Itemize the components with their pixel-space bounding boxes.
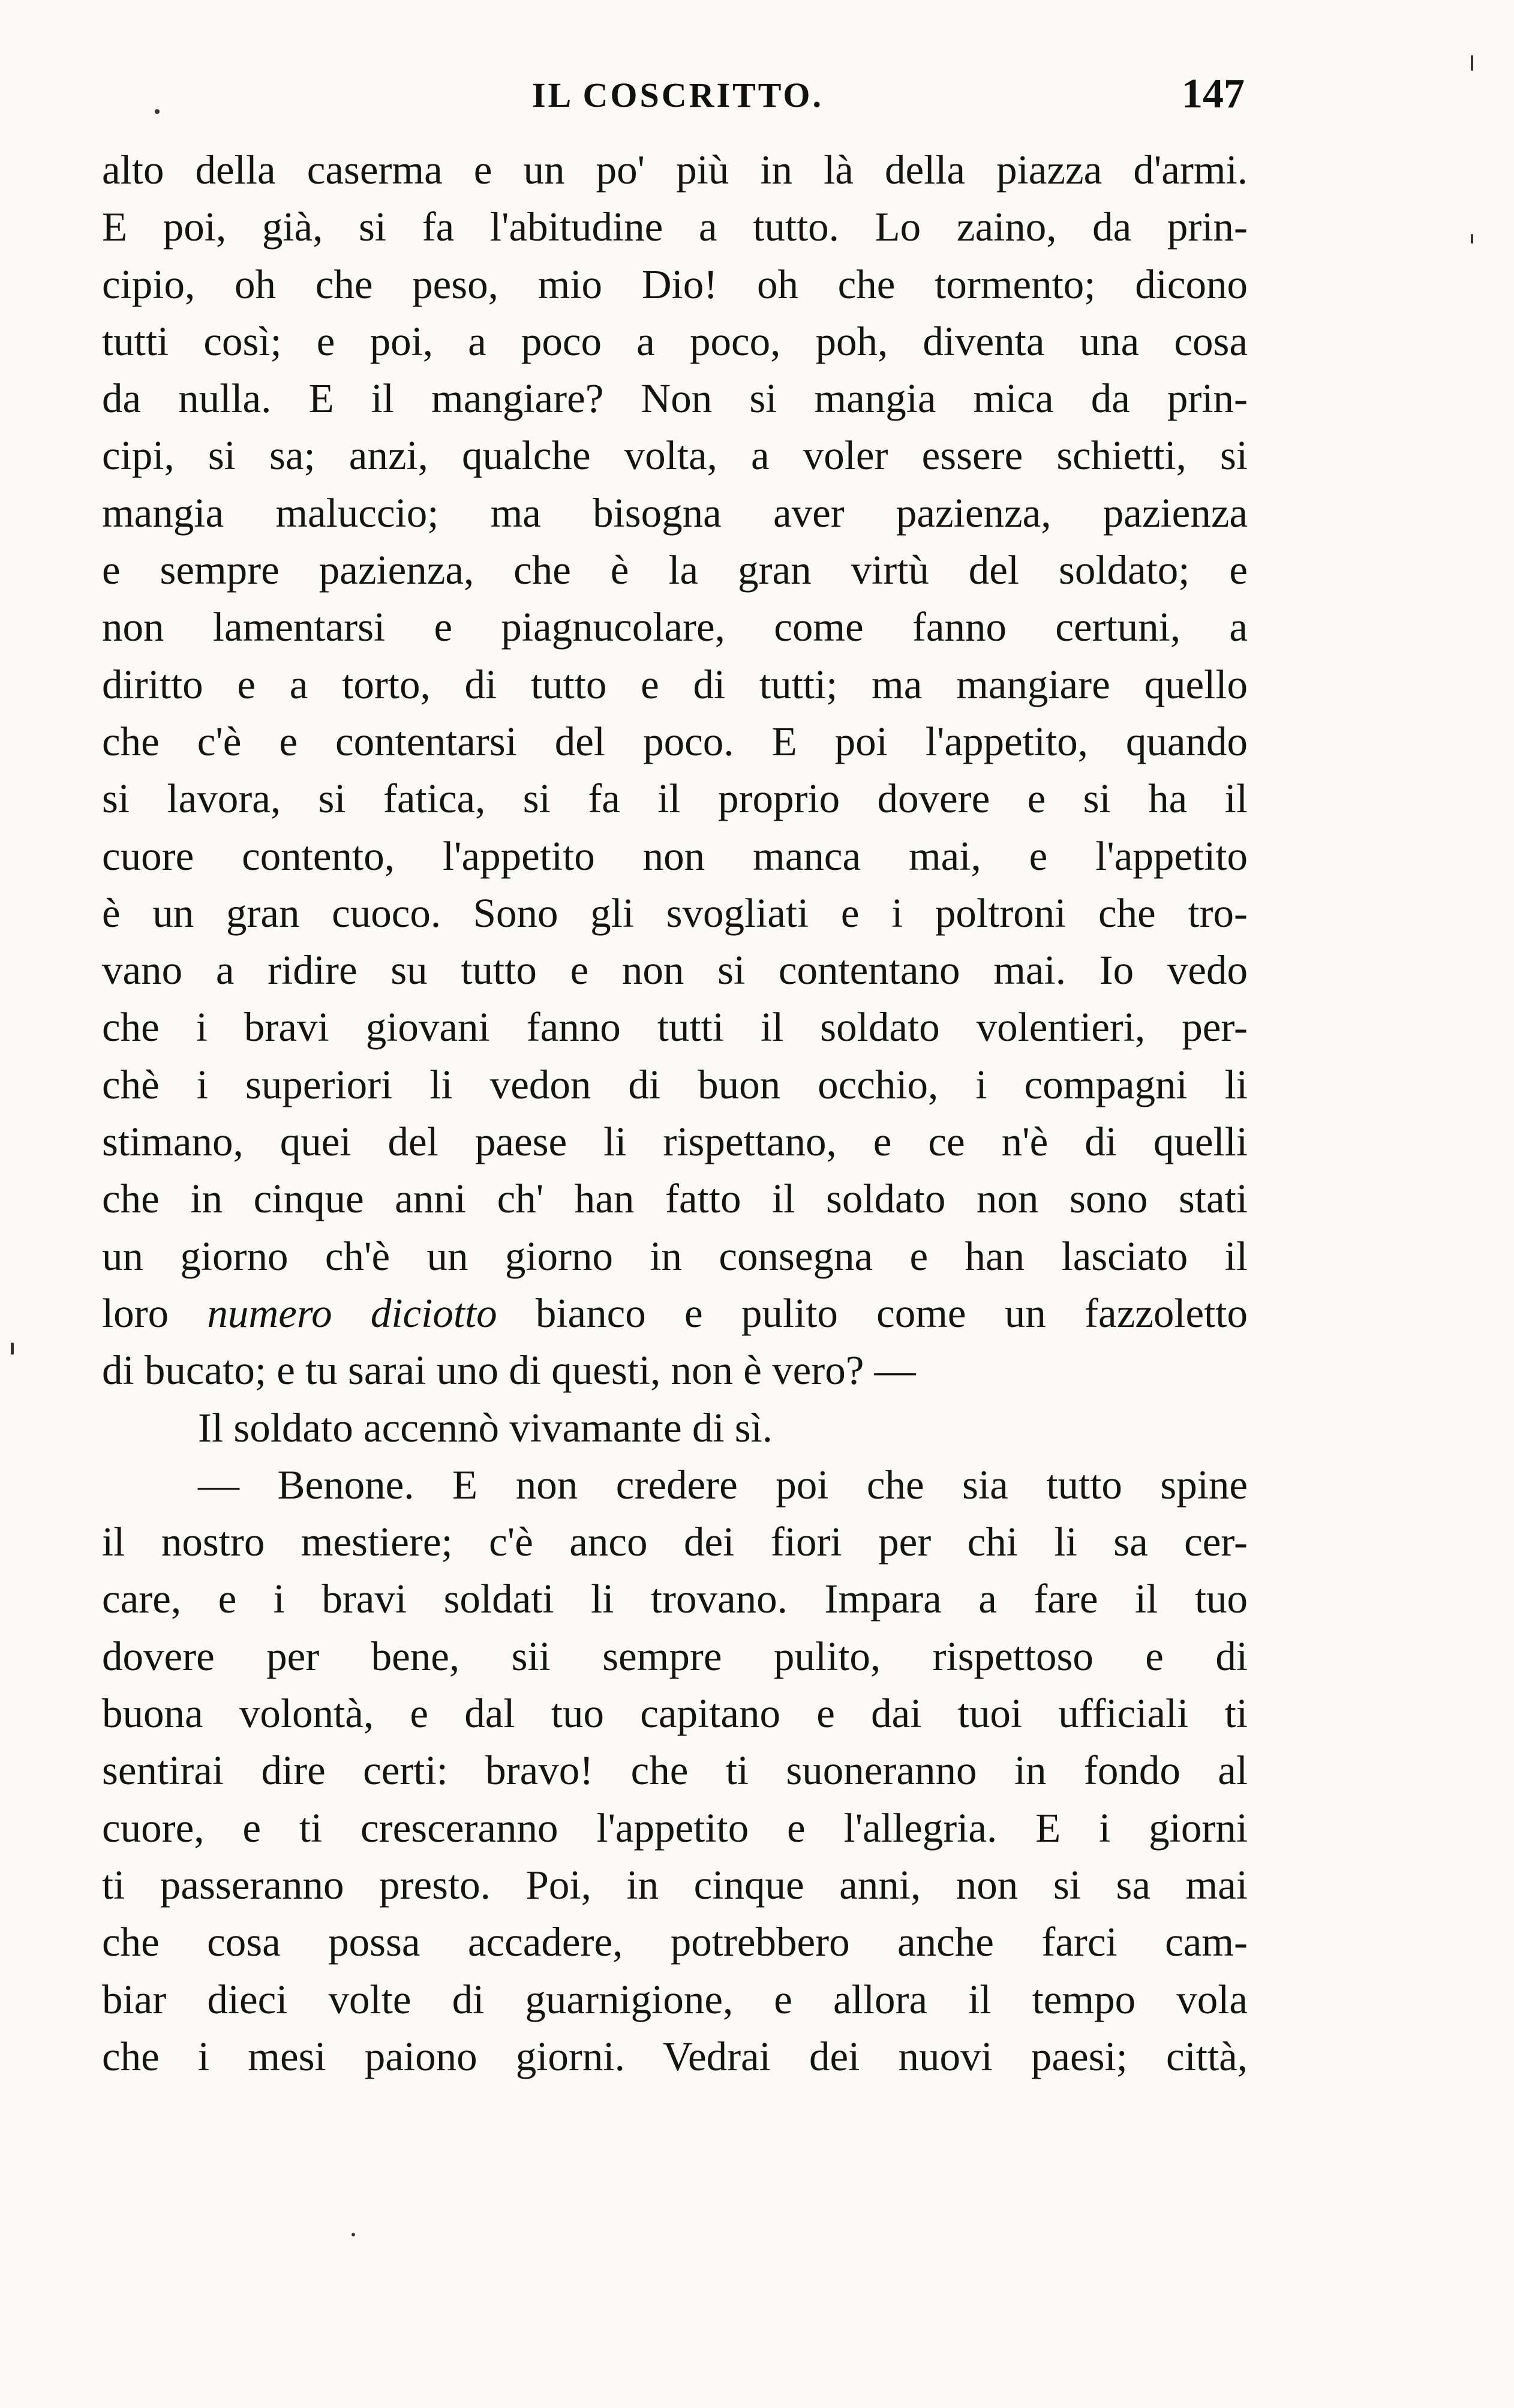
page-number: 147 — [1182, 71, 1245, 117]
text-line: tutti così; e poi, a poco a poco, poh, diventa una cosa — [102, 318, 1248, 364]
text-line: il nostro mestiere; c'è anco dei fiori per chi li sa cer- — [102, 1519, 1248, 1565]
running-title: IL COSCRITTO. — [531, 76, 824, 115]
text-line: ti passeranno presto. Poi, in cinque anni, non si sa mai — [102, 1861, 1248, 1908]
text-line: cipio, oh che peso, mio Dio! oh che tormento; dicono — [102, 261, 1248, 307]
text-line: che cosa possa accadere, potrebbero anche farci cam- — [102, 1919, 1248, 1965]
text-line: cipi, si sa; anzi, qualche volta, a voler essere schietti, si — [102, 433, 1248, 479]
text-line: mangia maluccio; ma bisogna aver pazienza, pazienza — [102, 490, 1248, 536]
text-line: buona volontà, e dal tuo capitano e dai tuoi ufficiali ti — [102, 1691, 1248, 1737]
text-line: diritto e a torto, di tutto e di tutti; ma mangiare quello — [102, 661, 1248, 707]
italic-phrase: numero diciotto — [207, 1290, 497, 1336]
print-speck — [352, 2233, 355, 2236]
text-line: alto della caserma e un po' più in là della piazza d'armi. — [102, 147, 1248, 193]
text-segment: bianco e pulito come un fazzoletto — [497, 1290, 1248, 1336]
text-line: chè i superiori li vedon di buon occhio, i compagni li — [102, 1061, 1248, 1107]
text-line: di bucato; e tu sarai uno di questi, non è vero? — — [102, 1347, 916, 1394]
text-line: che i mesi paiono giorni. Vedrai dei nuovi paesi; città, — [102, 2033, 1248, 2079]
print-speck — [11, 1343, 14, 1355]
text-line: che i bravi giovani fanno tutti il soldato volentieri, per- — [102, 1004, 1248, 1050]
print-speck — [1471, 55, 1473, 71]
text-line: sentirai dire certi: bravo! che ti suoneranno in fondo al — [102, 1748, 1248, 1794]
text-line: E poi, già, si fa l'abitudine a tutto. Lo zaino, da prin- — [102, 204, 1248, 250]
text-line: vano a ridire su tutto e non si contentano mai. Io vedo — [102, 947, 1248, 993]
body-text — [102, 142, 1248, 2085]
text-line: non lamentarsi e piagnucolare, come fanno certuni, a — [102, 604, 1248, 650]
text-line: è un gran cuoco. Sono gli svogliati e i poltroni che tro- — [102, 890, 1248, 936]
text-line: care, e i bravi soldati li trovano. Impara a fare il tuo — [102, 1576, 1248, 1622]
text-line: da nulla. E il mangiare? Non si mangia mica da prin- — [102, 376, 1248, 422]
print-speck — [155, 109, 160, 114]
text-line: e sempre pazienza, che è la gran virtù del soldato; e — [102, 547, 1248, 593]
text-line: un giorno ch'è un giorno in consegna e han lasciato il — [102, 1233, 1248, 1279]
text-line: — Benone. E non credere poi che sia tutto spine — [198, 1461, 1248, 1508]
text-segment: loro — [102, 1290, 208, 1336]
text-line: cuore, e ti cresceranno l'appetito e l'allegria. E i giorni — [102, 1805, 1248, 1851]
text-line-with-italic — [102, 1285, 1248, 1342]
text-line: si lavora, si fatica, si fa il proprio dovere e si ha il — [102, 776, 1248, 822]
text-line: Il soldato accennò vivamante di sì. — [198, 1404, 773, 1451]
text-line: che in cinque anni ch' han fatto il soldato non sono stati — [102, 1176, 1248, 1222]
page-header — [111, 71, 1245, 135]
text-line: dovere per bene, sii sempre pulito, rispettoso e di — [102, 1633, 1248, 1679]
text-line: biar dieci volte di guarnigione, e allora il tempo vola — [102, 1976, 1248, 2022]
text-line: che c'è e contentarsi del poco. E poi l'appetito, quando — [102, 718, 1248, 764]
text-line: stimano, quei del paese li rispettano, e ce n'è di quelli — [102, 1119, 1248, 1165]
text-line: cuore contento, l'appetito non manca mai, e l'appetito — [102, 833, 1248, 879]
print-speck — [1471, 234, 1473, 244]
